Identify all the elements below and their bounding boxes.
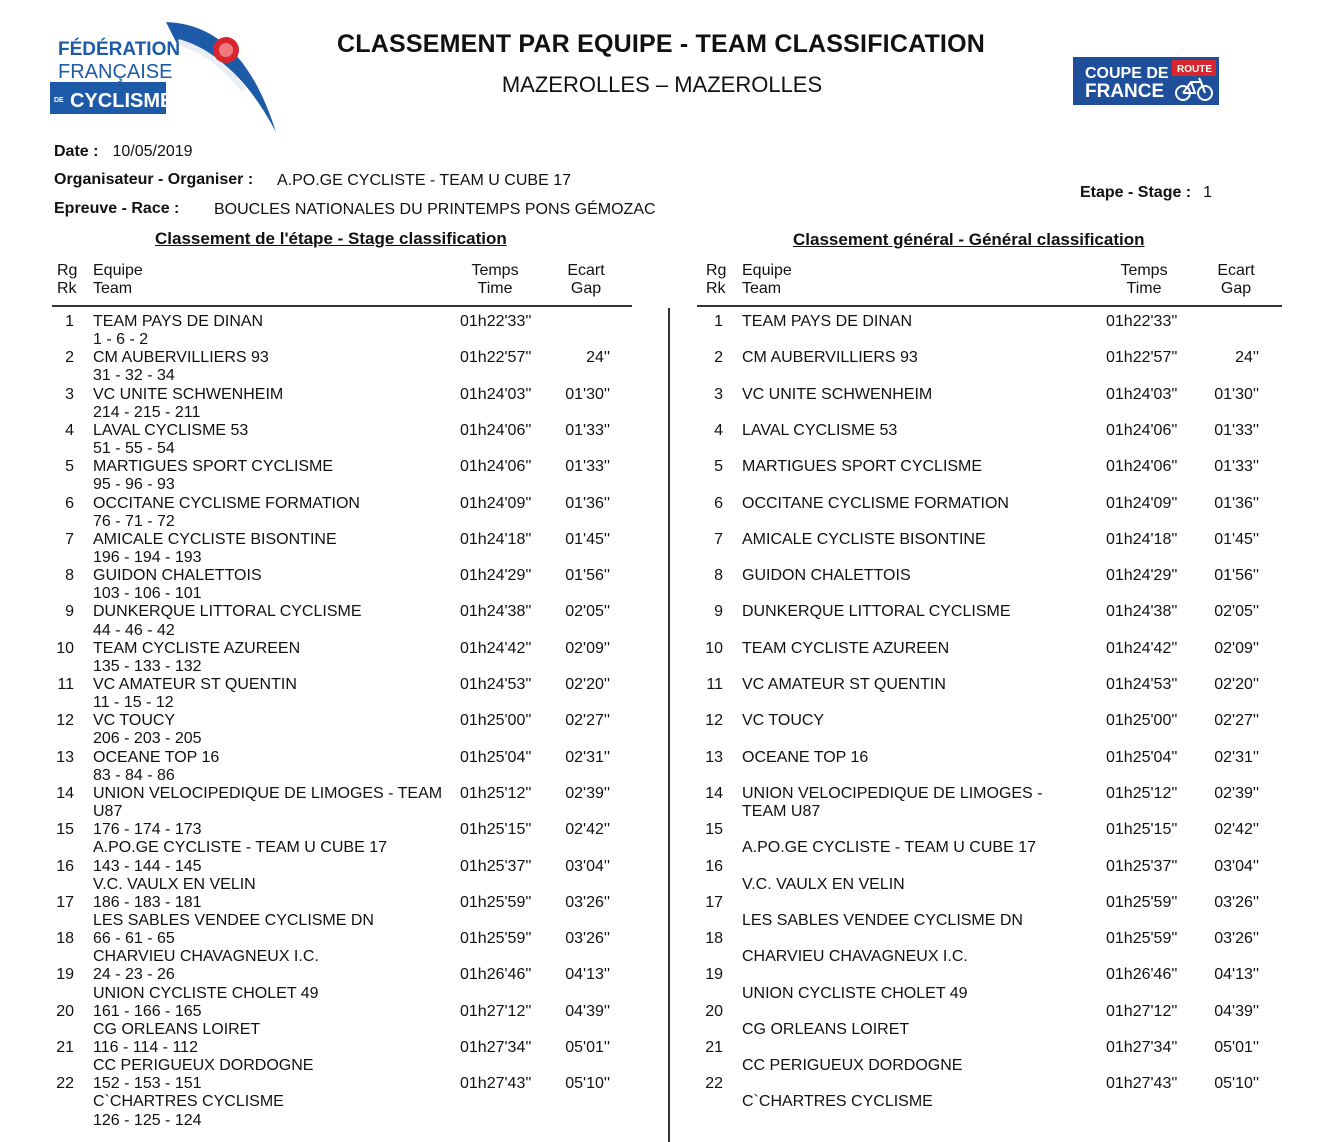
- general-row-time: 01h24'53'': [1106, 676, 1178, 693]
- stage-row-gap: 02'27'': [565, 712, 610, 729]
- general-row-detail: C`CHARTRES CYCLISME: [742, 1093, 933, 1110]
- general-row-team: TEAM CYCLISTE AZUREEN: [742, 640, 950, 657]
- stage-row-team: MARTIGUES SPORT CYCLISME: [93, 458, 334, 475]
- stage-row-rank: 21: [56, 1039, 74, 1056]
- stage-row-gap: 01'30'': [565, 386, 610, 403]
- general-row-rank: 2: [714, 349, 723, 366]
- stage-row-team: 116 - 114 - 112: [93, 1039, 198, 1056]
- stage-row-team: 176 - 174 - 173: [93, 821, 202, 838]
- stage-header-time: Temps Time: [471, 262, 519, 297]
- general-row-team: VC AMATEUR ST QUENTIN: [742, 676, 946, 693]
- general-row-gap: 03'04'': [1214, 858, 1259, 875]
- general-row-rank: 19: [705, 966, 723, 983]
- general-header-gap: Ecart Gap: [1217, 262, 1255, 297]
- general-row-rank: 13: [705, 749, 723, 766]
- stage-row-detail: 83 - 84 - 86: [93, 767, 175, 784]
- stage-row-time: 01h24'53'': [460, 676, 532, 693]
- general-row-team: OCCITANE CYCLISME FORMATION: [742, 495, 1009, 512]
- stage-row-rank: 9: [65, 603, 74, 620]
- general-row-rank: 21: [705, 1039, 723, 1056]
- general-row-rank: 18: [705, 930, 723, 947]
- stage-row-rank: 12: [56, 712, 74, 729]
- general-row-team: TEAM PAYS DE DINAN: [742, 313, 913, 330]
- general-row-gap: 02'39'': [1214, 785, 1259, 802]
- general-row-team: GUIDON CHALETTOIS: [742, 567, 911, 584]
- general-row-gap: 01'56'': [1214, 567, 1259, 584]
- general-row-detail: V.C. VAULX EN VELIN: [742, 876, 905, 893]
- stage-row-team: 161 - 166 - 165: [93, 1003, 202, 1020]
- stage-row-detail: 76 - 71 - 72: [93, 513, 175, 530]
- stage-row-team: VC UNITE SCHWENHEIM: [93, 386, 284, 403]
- general-row-rank: 1: [714, 313, 723, 330]
- general-row-time: 01h25'12'': [1106, 785, 1178, 802]
- stage-row-rank: 4: [65, 422, 74, 439]
- stage-row-time: 01h24'03'': [460, 386, 532, 403]
- stage-row-detail: CC PERIGUEUX DORDOGNE: [93, 1057, 314, 1074]
- stage-row-team: 66 - 61 - 65: [93, 930, 175, 947]
- stage-row-gap: 02'31'': [565, 749, 610, 766]
- stage-row-rank: 20: [56, 1003, 74, 1020]
- stage-row-rank: 5: [65, 458, 74, 475]
- general-row-time: 01h24'06'': [1106, 458, 1178, 475]
- general-row-time: 01h26'46'': [1106, 966, 1178, 983]
- stage-row-gap: 03'26'': [565, 894, 610, 911]
- general-row-gap: 02'31'': [1214, 749, 1259, 766]
- race-value: BOUCLES NATIONALES DU PRINTEMPS PONS GÉMOZAC: [214, 201, 656, 218]
- ffc-logo-line2: FRANÇAISE: [58, 61, 173, 83]
- stage-row-detail: 11 - 15 - 12: [93, 694, 174, 711]
- stage-row-gap: 04'13'': [565, 966, 610, 983]
- stage-row-detail: CHARVIEU CHAVAGNEUX I.C.: [93, 948, 319, 965]
- stage-row-time: 01h27'12'': [460, 1003, 532, 1020]
- cdf-logo-line2: FRANCE: [1085, 81, 1165, 102]
- stage-row-rank: 8: [65, 567, 74, 584]
- stage-row: [1080, 184, 1212, 202]
- stage-row-time: 01h24'18'': [460, 531, 532, 548]
- stage-value: 1: [1203, 184, 1213, 201]
- general-row-rank: 9: [714, 603, 723, 620]
- general-row-team: CM AUBERVILLIERS 93: [742, 349, 918, 366]
- stage-row-team: OCCITANE CYCLISME FORMATION: [93, 495, 360, 512]
- stage-row-rank: 1: [65, 313, 74, 330]
- stage-row-team: VC AMATEUR ST QUENTIN: [93, 676, 297, 693]
- stage-section-title: Classement de l'étape - Stage classification: [155, 229, 507, 248]
- stage-row-time: 01h26'46'': [460, 966, 532, 983]
- race-label: Epreuve - Race :: [54, 200, 180, 217]
- general-row-gap: 02'20'': [1214, 676, 1259, 693]
- general-row-time: 01h25'15'': [1106, 821, 1178, 838]
- general-row-team: LAVAL CYCLISME 53: [742, 422, 898, 439]
- general-row-rank: 20: [705, 1003, 723, 1020]
- stage-row-gap: 01'33'': [565, 422, 610, 439]
- stage-row-gap: 24'': [586, 349, 610, 366]
- general-row-gap: 03'26'': [1214, 930, 1259, 947]
- stage-row-detail: 103 - 106 - 101: [93, 585, 202, 602]
- stage-row-time: 01h27'43'': [460, 1075, 532, 1092]
- general-row-team: DUNKERQUE LITTORAL CYCLISME: [742, 603, 1011, 620]
- general-header-rank: Rg Rk: [706, 262, 727, 297]
- general-row-rank: 11: [706, 676, 723, 693]
- stage-row-detail: V.C. VAULX EN VELIN: [93, 876, 256, 893]
- general-row-gap: 01'33'': [1214, 422, 1259, 439]
- stage-row-rank: 18: [56, 930, 74, 947]
- page-subtitle: MAZEROLLES – MAZEROLLES: [501, 72, 823, 97]
- stage-row-detail: UNION CYCLISTE CHOLET 49: [93, 985, 319, 1002]
- stage-row-team: GUIDON CHALETTOIS: [93, 567, 262, 584]
- date-row: [54, 143, 193, 161]
- general-row-time: 01h24'38'': [1106, 603, 1178, 620]
- general-row-gap: 01'30'': [1214, 386, 1259, 403]
- stage-row-rank: 11: [57, 676, 74, 693]
- stage-row-detail: C`CHARTRES CYCLISME: [93, 1093, 284, 1110]
- general-row-time: 01h27'43'': [1106, 1075, 1178, 1092]
- general-row-time: 01h25'00'': [1106, 712, 1178, 729]
- stage-row-gap: 03'04'': [565, 858, 610, 875]
- general-row-detail: CHARVIEU CHAVAGNEUX I.C.: [742, 948, 968, 965]
- general-row-time: 01h25'04'': [1106, 749, 1178, 766]
- stage-row-rank: 13: [56, 749, 74, 766]
- general-row-rank: 12: [705, 712, 723, 729]
- stage-row-gap: 01'33'': [565, 458, 610, 475]
- stage-row-gap: 05'01'': [565, 1039, 610, 1056]
- stage-row-team: UNION VELOCIPEDIQUE DE LIMOGES - TEAM: [93, 785, 443, 802]
- coupe-de-france-logo: [1073, 57, 1219, 105]
- organiser-value: A.PO.GE CYCLISTE - TEAM U CUBE 17: [277, 172, 571, 189]
- general-row-gap: 04'39'': [1214, 1003, 1259, 1020]
- stage-row-team: VC TOUCY: [93, 712, 176, 729]
- stage-row-detail: 135 - 133 - 132: [93, 658, 202, 675]
- stage-label: Etape - Stage :: [1080, 184, 1192, 201]
- general-row-gap: 05'10'': [1214, 1075, 1259, 1092]
- general-row-gap: 02'42'': [1214, 821, 1259, 838]
- stage-row-detail: LES SABLES VENDEE CYCLISME DN: [93, 912, 374, 929]
- stage-row-gap: 02'09'': [565, 640, 610, 657]
- general-row-rank: 10: [705, 640, 723, 657]
- general-row-time: 01h24'06'': [1106, 422, 1178, 439]
- stage-row-detail: 44 - 46 - 42: [93, 622, 175, 639]
- general-row-gap: 01'45'': [1214, 531, 1259, 548]
- general-row-time: 01h24'42'': [1106, 640, 1178, 657]
- stage-row-time: 01h22'57'': [460, 349, 532, 366]
- stage-row-time: 01h24'29'': [460, 567, 532, 584]
- stage-row-team: 24 - 23 - 26: [93, 966, 175, 983]
- stage-row-detail: 31 - 32 - 34: [93, 367, 175, 384]
- stage-row-team: LAVAL CYCLISME 53: [93, 422, 249, 439]
- stage-row-detail: A.PO.GE CYCLISTE - TEAM U CUBE 17: [93, 839, 387, 856]
- general-row-detail: CG ORLEANS LOIRET: [742, 1021, 910, 1038]
- ffc-logo-prefix: DE: [54, 97, 64, 104]
- cdf-logo-line1: COUPE DE: [1085, 65, 1169, 82]
- stage-row-gap: 03'26'': [565, 930, 610, 947]
- race-row: [54, 200, 179, 218]
- stage-row-detail: 126 - 125 - 124: [93, 1112, 202, 1129]
- stage-row-gap: 01'45'': [565, 531, 610, 548]
- general-row-time: 01h27'34'': [1106, 1039, 1178, 1056]
- stage-row-rank: 6: [65, 495, 74, 512]
- stage-row-team: OCEANE TOP 16: [93, 749, 220, 766]
- date-label: Date :: [54, 143, 99, 160]
- general-row-rank: 14: [705, 785, 723, 802]
- stage-row-time: 01h27'34'': [460, 1039, 532, 1056]
- general-row-detail: UNION CYCLISTE CHOLET 49: [742, 985, 968, 1002]
- stage-row-rank: 2: [65, 349, 74, 366]
- organiser-row: [54, 171, 253, 189]
- stage-row-time: 01h25'12'': [460, 785, 532, 802]
- general-row-team: UNION VELOCIPEDIQUE DE LIMOGES -: [742, 785, 1043, 802]
- general-row-time: 01h25'59'': [1106, 894, 1178, 911]
- general-row-time: 01h25'37'': [1106, 858, 1178, 875]
- stage-row-time: 01h25'37'': [460, 858, 532, 875]
- general-row-gap: 02'09'': [1214, 640, 1259, 657]
- general-row-detail: A.PO.GE CYCLISTE - TEAM U CUBE 17: [742, 839, 1036, 856]
- ffc-logo-line1: FÉDÉRATION: [58, 39, 181, 60]
- general-row-time: 01h27'12'': [1106, 1003, 1178, 1020]
- stage-row-time: 01h25'15'': [460, 821, 532, 838]
- general-row-rank: 3: [714, 386, 723, 403]
- stage-row-rank: 3: [65, 386, 74, 403]
- stage-row-rank: 10: [56, 640, 74, 657]
- stage-row-gap: 02'42'': [565, 821, 610, 838]
- stage-row-team: 152 - 153 - 151: [93, 1075, 202, 1092]
- stage-row-detail: 206 - 203 - 205: [93, 730, 202, 747]
- general-row-rank: 22: [705, 1075, 723, 1092]
- general-row-team: VC UNITE SCHWENHEIM: [742, 386, 933, 403]
- stage-row-time: 01h24'09'': [460, 495, 532, 512]
- stage-row-detail: 51 - 55 - 54: [93, 440, 175, 457]
- ffc-logo-line3: CYCLISME: [70, 90, 174, 112]
- stage-row-time: 01h25'04'': [460, 749, 532, 766]
- date-value: 10/05/2019: [112, 143, 193, 160]
- general-row-team: AMICALE CYCLISTE BISONTINE: [742, 531, 986, 548]
- general-row-rank: 6: [714, 495, 723, 512]
- stage-row-rank: 14: [56, 785, 74, 802]
- stage-row-rank: 22: [56, 1075, 74, 1092]
- general-row-gap: 24'': [1235, 349, 1259, 366]
- general-row-time: 01h22'33'': [1106, 313, 1178, 330]
- cdf-logo-badge: ROUTE: [1177, 64, 1212, 75]
- general-row-team: MARTIGUES SPORT CYCLISME: [742, 458, 983, 475]
- general-row-time: 01h24'09'': [1106, 495, 1178, 512]
- stage-row-team: AMICALE CYCLISTE BISONTINE: [93, 531, 337, 548]
- stage-header-divider: [52, 305, 632, 307]
- general-row-team: OCEANE TOP 16: [742, 749, 869, 766]
- stage-row-detail: 1 - 6 - 2: [93, 331, 149, 348]
- general-row-gap: 04'13'': [1214, 966, 1259, 983]
- general-row-time: 01h24'18'': [1106, 531, 1178, 548]
- stage-row-rank: 17: [56, 894, 74, 911]
- general-row-rank: 17: [705, 894, 723, 911]
- general-row-gap: 01'36'': [1214, 495, 1259, 512]
- stage-row-gap: 02'20'': [565, 676, 610, 693]
- stage-header-rank: Rg Rk: [57, 262, 78, 297]
- stage-row-rank: 19: [56, 966, 74, 983]
- organiser-label: Organisateur - Organiser :: [54, 171, 254, 188]
- stage-row-detail: 95 - 96 - 93: [93, 476, 175, 493]
- general-row-time: 01h24'03'': [1106, 386, 1178, 403]
- stage-row-team: 186 - 183 - 181: [93, 894, 202, 911]
- page-title: CLASSEMENT PAR EQUIPE - TEAM CLASSIFICATION: [337, 30, 985, 58]
- stage-row-gap: 01'56'': [565, 567, 610, 584]
- stage-header-gap: Ecart Gap: [567, 262, 605, 297]
- general-row-detail: LES SABLES VENDEE CYCLISME DN: [742, 912, 1023, 929]
- stage-row-time: 01h25'59'': [460, 930, 532, 947]
- general-row-detail: TEAM U87: [742, 803, 821, 820]
- general-header-divider: [697, 305, 1282, 307]
- stage-row-rank: 16: [56, 858, 74, 875]
- general-row-time: 01h22'57'': [1106, 349, 1178, 366]
- general-header-time: Temps Time: [1120, 262, 1168, 297]
- stage-row-gap: 02'05'': [565, 603, 610, 620]
- stage-row-team: TEAM PAYS DE DINAN: [93, 313, 264, 330]
- stage-row-time: 01h22'33'': [460, 313, 532, 330]
- general-row-gap: 02'05'': [1214, 603, 1259, 620]
- stage-row-gap: 02'39'': [565, 785, 610, 802]
- stage-row-gap: 01'36'': [565, 495, 610, 512]
- stage-row-gap: 04'39'': [565, 1003, 610, 1020]
- general-row-rank: 7: [714, 531, 723, 548]
- stage-row-time: 01h24'42'': [460, 640, 532, 657]
- general-row-team: VC TOUCY: [742, 712, 825, 729]
- stage-row-time: 01h25'59'': [460, 894, 532, 911]
- stage-row-team: CM AUBERVILLIERS 93: [93, 349, 269, 366]
- general-row-gap: 01'33'': [1214, 458, 1259, 475]
- general-row-gap: 02'27'': [1214, 712, 1259, 729]
- stage-row-time: 01h24'06'': [460, 422, 532, 439]
- stage-header-team: Equipe Team: [93, 262, 143, 297]
- stage-row-team: 143 - 144 - 145: [93, 858, 202, 875]
- stage-row-detail: CG ORLEANS LOIRET: [93, 1021, 261, 1038]
- column-divider: [668, 308, 670, 1142]
- stage-row-detail: 196 - 194 - 193: [93, 549, 202, 566]
- stage-row-time: 01h24'38'': [460, 603, 532, 620]
- general-row-rank: 16: [705, 858, 723, 875]
- general-row-detail: CC PERIGUEUX DORDOGNE: [742, 1057, 963, 1074]
- general-row-gap: 03'26'': [1214, 894, 1259, 911]
- stage-row-detail: U87: [93, 803, 123, 820]
- stage-row-team: DUNKERQUE LITTORAL CYCLISME: [93, 603, 362, 620]
- general-row-gap: 05'01'': [1214, 1039, 1259, 1056]
- stage-row-time: 01h24'06'': [460, 458, 532, 475]
- stage-row-time: 01h25'00'': [460, 712, 532, 729]
- general-row-rank: 15: [705, 821, 723, 838]
- general-row-time: 01h25'59'': [1106, 930, 1178, 947]
- general-row-rank: 5: [714, 458, 723, 475]
- stage-row-gap: 05'10'': [565, 1075, 610, 1092]
- stage-row-rank: 7: [65, 531, 74, 548]
- stage-row-team: TEAM CYCLISTE AZUREEN: [93, 640, 301, 657]
- stage-row-detail: 214 - 215 - 211: [93, 404, 201, 421]
- general-row-time: 01h24'29'': [1106, 567, 1178, 584]
- general-header-team: Equipe Team: [742, 262, 792, 297]
- stage-row-rank: 15: [56, 821, 74, 838]
- general-section-title: Classement général - Général classification: [793, 230, 1145, 249]
- general-row-rank: 4: [714, 422, 723, 439]
- general-row-rank: 8: [714, 567, 723, 584]
